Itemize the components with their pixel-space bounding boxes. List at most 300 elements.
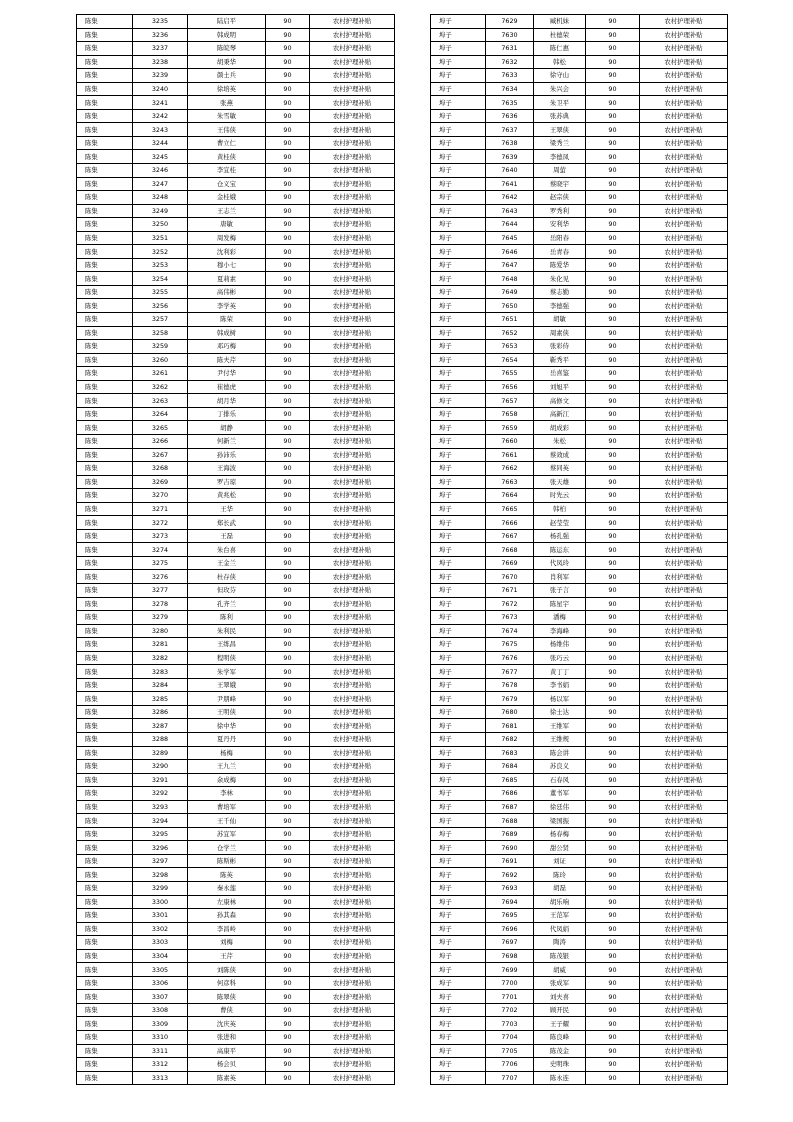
table-row (431, 136, 728, 150)
town-cell: 埠子 (431, 258, 486, 272)
id-cell: 7645 (486, 231, 534, 245)
town-cell: 埠子 (431, 570, 486, 584)
table-row (77, 109, 395, 123)
name-cell: 张苏典 (534, 109, 586, 123)
subsidy-type-cell: 农村护理补贴 (310, 177, 395, 191)
id-cell: 7646 (486, 245, 534, 259)
amount-cell: 90 (586, 28, 640, 42)
town-cell: 埠子 (431, 516, 486, 530)
town-cell: 陈集 (77, 448, 133, 462)
amount-cell: 90 (586, 502, 640, 516)
town-cell: 埠子 (431, 407, 486, 421)
amount-cell: 90 (266, 638, 310, 652)
town-cell: 陈集 (77, 705, 133, 719)
name-cell: 李德凤 (534, 150, 586, 164)
town-cell: 埠子 (431, 651, 486, 665)
amount-cell: 90 (586, 949, 640, 963)
table-row (431, 651, 728, 665)
town-cell: 陈集 (77, 787, 133, 801)
table-row (77, 462, 395, 476)
name-cell: 梁国振 (534, 814, 586, 828)
id-cell: 7647 (486, 258, 534, 272)
id-cell: 3270 (133, 489, 188, 503)
table-row (77, 719, 395, 733)
id-cell: 7698 (486, 949, 534, 963)
table-row (77, 990, 395, 1004)
table-row (77, 1031, 395, 1045)
amount-cell: 90 (266, 624, 310, 638)
subsidy-type-cell: 农村护理补贴 (310, 529, 395, 543)
subsidy-type-cell: 农村护理补贴 (640, 123, 728, 137)
subsidy-type-cell: 农村护理补贴 (310, 326, 395, 340)
id-cell: 7644 (486, 218, 534, 232)
subsidy-type-cell: 农村护理补贴 (640, 109, 728, 123)
amount-cell: 90 (266, 583, 310, 597)
subsidy-type-cell: 农村护理补贴 (310, 638, 395, 652)
town-cell: 埠子 (431, 705, 486, 719)
amount-cell: 90 (266, 611, 310, 625)
table-row (431, 611, 728, 625)
id-cell: 3262 (133, 380, 188, 394)
id-cell: 7656 (486, 380, 534, 394)
name-cell: 胡敏 (534, 313, 586, 327)
amount-cell: 90 (586, 583, 640, 597)
subsidy-type-cell: 农村护理补贴 (640, 407, 728, 421)
town-cell: 埠子 (431, 976, 486, 990)
id-cell: 7704 (486, 1031, 534, 1045)
id-cell: 7666 (486, 516, 534, 530)
name-cell: 胡磊 (534, 882, 586, 896)
subsidy-type-cell: 农村护理补贴 (310, 1003, 395, 1017)
table-row (77, 570, 395, 584)
table-row (431, 204, 728, 218)
town-cell: 陈集 (77, 665, 133, 679)
id-cell: 7706 (486, 1058, 534, 1072)
name-cell: 陈会讲 (534, 746, 586, 760)
left-table-body (77, 15, 395, 1085)
table-row (77, 529, 395, 543)
amount-cell: 90 (266, 543, 310, 557)
id-cell: 3301 (133, 909, 188, 923)
name-cell: 杜存侠 (188, 570, 266, 584)
town-cell: 埠子 (431, 529, 486, 543)
id-cell: 7688 (486, 814, 534, 828)
id-cell: 3308 (133, 1003, 188, 1017)
amount-cell: 90 (266, 732, 310, 746)
table-row (431, 882, 728, 896)
table-row (77, 326, 395, 340)
table-row (77, 69, 395, 83)
subsidy-type-cell: 农村护理补贴 (310, 123, 395, 137)
town-cell: 埠子 (431, 597, 486, 611)
subsidy-type-cell: 农村护理补贴 (310, 231, 395, 245)
table-row (431, 787, 728, 801)
amount-cell: 90 (586, 638, 640, 652)
name-cell: 王范军 (534, 909, 586, 923)
subsidy-type-cell: 农村护理补贴 (640, 814, 728, 828)
subsidy-type-cell: 农村护理补贴 (640, 502, 728, 516)
table-row (431, 448, 728, 462)
town-cell: 陈集 (77, 462, 133, 476)
amount-cell: 90 (266, 570, 310, 584)
town-cell: 陈集 (77, 1071, 133, 1085)
id-cell: 7679 (486, 692, 534, 706)
subsidy-type-cell: 农村护理补贴 (640, 245, 728, 259)
subsidy-type-cell: 农村护理补贴 (310, 55, 395, 69)
name-cell: 蔡效成 (534, 448, 586, 462)
name-cell: 顾开民 (534, 1003, 586, 1017)
town-cell: 埠子 (431, 191, 486, 205)
table-row (431, 272, 728, 286)
subsidy-type-cell: 农村护理补贴 (310, 367, 395, 381)
amount-cell: 90 (266, 448, 310, 462)
subsidy-type-cell: 农村护理补贴 (640, 787, 728, 801)
id-cell: 7640 (486, 164, 534, 178)
amount-cell: 90 (586, 611, 640, 625)
id-cell: 7633 (486, 69, 534, 83)
amount-cell: 90 (266, 827, 310, 841)
town-cell: 埠子 (431, 922, 486, 936)
subsidy-type-cell: 农村护理补贴 (310, 340, 395, 354)
id-cell: 3300 (133, 895, 188, 909)
id-cell: 7652 (486, 326, 534, 340)
name-cell: 周发梅 (188, 231, 266, 245)
id-cell: 7705 (486, 1044, 534, 1058)
amount-cell: 90 (266, 976, 310, 990)
id-cell: 3252 (133, 245, 188, 259)
id-cell: 7695 (486, 909, 534, 923)
town-cell: 陈集 (77, 800, 133, 814)
id-cell: 3282 (133, 651, 188, 665)
name-cell: 张巧云 (534, 651, 586, 665)
id-cell: 7663 (486, 475, 534, 489)
subsidy-type-cell: 农村护理补贴 (310, 705, 395, 719)
subsidy-type-cell: 农村护理补贴 (640, 272, 728, 286)
id-cell: 3303 (133, 936, 188, 950)
id-cell: 7707 (486, 1071, 534, 1085)
amount-cell: 90 (586, 909, 640, 923)
name-cell: 王伟侠 (188, 123, 266, 137)
town-cell: 陈集 (77, 15, 133, 29)
name-cell: 刘证 (534, 854, 586, 868)
name-cell: 岳阳春 (534, 231, 586, 245)
town-cell: 埠子 (431, 231, 486, 245)
id-cell: 7667 (486, 529, 534, 543)
id-cell: 3268 (133, 462, 188, 476)
town-cell: 埠子 (431, 28, 486, 42)
name-cell: 李海峰 (534, 624, 586, 638)
subsidy-type-cell: 农村护理补贴 (640, 665, 728, 679)
subsidy-type-cell: 农村护理补贴 (640, 1031, 728, 1045)
name-cell: 罗吉琼 (188, 475, 266, 489)
town-cell: 埠子 (431, 218, 486, 232)
name-cell: 陈永连 (534, 1071, 586, 1085)
amount-cell: 90 (266, 164, 310, 178)
table-row (431, 285, 728, 299)
table-row (77, 340, 395, 354)
table-row (77, 882, 395, 896)
id-cell: 7675 (486, 638, 534, 652)
subsidy-type-cell: 农村护理补贴 (310, 150, 395, 164)
subsidy-type-cell: 农村护理补贴 (310, 218, 395, 232)
id-cell: 3250 (133, 218, 188, 232)
table-row (77, 678, 395, 692)
id-cell: 7641 (486, 177, 534, 191)
name-cell: 王千仙 (188, 814, 266, 828)
amount-cell: 90 (586, 340, 640, 354)
id-cell: 7680 (486, 705, 534, 719)
subsidy-type-cell: 农村护理补贴 (310, 380, 395, 394)
subsidy-type-cell: 农村护理补贴 (640, 882, 728, 896)
id-cell: 3237 (133, 42, 188, 56)
name-cell: 苏宜军 (188, 827, 266, 841)
id-cell: 7630 (486, 28, 534, 42)
name-cell: 徐中华 (188, 719, 266, 733)
table-row (431, 719, 728, 733)
id-cell: 3298 (133, 868, 188, 882)
name-cell: 蔡晓宇 (534, 177, 586, 191)
amount-cell: 90 (266, 272, 310, 286)
amount-cell: 90 (266, 15, 310, 29)
subsidy-type-cell: 农村护理补贴 (310, 1071, 395, 1085)
id-cell: 3278 (133, 597, 188, 611)
subsidy-type-cell: 农村护理补贴 (640, 191, 728, 205)
town-cell: 陈集 (77, 285, 133, 299)
town-cell: 埠子 (431, 421, 486, 435)
amount-cell: 90 (586, 705, 640, 719)
id-cell: 7672 (486, 597, 534, 611)
id-cell: 3253 (133, 258, 188, 272)
subsidy-type-cell: 农村护理补贴 (640, 719, 728, 733)
name-cell: 安利华 (534, 218, 586, 232)
table-row (77, 746, 395, 760)
town-cell: 陈集 (77, 407, 133, 421)
id-cell: 7631 (486, 42, 534, 56)
table-row (431, 976, 728, 990)
amount-cell: 90 (266, 204, 310, 218)
id-cell: 3313 (133, 1071, 188, 1085)
table-row (431, 55, 728, 69)
town-cell: 埠子 (431, 326, 486, 340)
subsidy-type-cell: 农村护理补贴 (310, 651, 395, 665)
table-row (77, 800, 395, 814)
name-cell: 李林 (188, 787, 266, 801)
subsidy-type-cell: 农村护理补贴 (310, 665, 395, 679)
subsidy-type-cell: 农村护理补贴 (640, 841, 728, 855)
table-row (77, 814, 395, 828)
amount-cell: 90 (586, 258, 640, 272)
table-row (431, 963, 728, 977)
table-row (431, 597, 728, 611)
amount-cell: 90 (586, 421, 640, 435)
name-cell: 徐守山 (534, 69, 586, 83)
town-cell: 陈集 (77, 177, 133, 191)
id-cell: 7692 (486, 868, 534, 882)
town-cell: 陈集 (77, 692, 133, 706)
subsidy-type-cell: 农村护理补贴 (310, 624, 395, 638)
id-cell: 3255 (133, 285, 188, 299)
subsidy-type-cell: 农村护理补贴 (310, 909, 395, 923)
name-cell: 刘梅 (188, 936, 266, 950)
table-row (431, 258, 728, 272)
amount-cell: 90 (266, 434, 310, 448)
town-cell: 埠子 (431, 69, 486, 83)
id-cell: 3254 (133, 272, 188, 286)
town-cell: 陈集 (77, 109, 133, 123)
amount-cell: 90 (586, 882, 640, 896)
id-cell: 3238 (133, 55, 188, 69)
id-cell: 3290 (133, 760, 188, 774)
table-row (431, 760, 728, 774)
table-row (431, 123, 728, 137)
town-cell: 陈集 (77, 760, 133, 774)
table-row (77, 28, 395, 42)
table-row (431, 990, 728, 1004)
town-cell: 埠子 (431, 611, 486, 625)
table-row (77, 854, 395, 868)
town-cell: 陈集 (77, 231, 133, 245)
table-row (431, 353, 728, 367)
name-cell: 夏丹丹 (188, 732, 266, 746)
subsidy-type-cell: 农村护理补贴 (640, 990, 728, 1004)
town-cell: 埠子 (431, 882, 486, 896)
id-cell: 3248 (133, 191, 188, 205)
amount-cell: 90 (266, 502, 310, 516)
subsidy-type-cell: 农村护理补贴 (640, 760, 728, 774)
subsidy-type-cell: 农村护理补贴 (640, 82, 728, 96)
amount-cell: 90 (266, 800, 310, 814)
id-cell: 7648 (486, 272, 534, 286)
town-cell: 陈集 (77, 556, 133, 570)
town-cell: 陈集 (77, 28, 133, 42)
amount-cell: 90 (266, 245, 310, 259)
id-cell: 3291 (133, 773, 188, 787)
town-cell: 陈集 (77, 1003, 133, 1017)
amount-cell: 90 (586, 1044, 640, 1058)
table-row (431, 367, 728, 381)
table-row (431, 638, 728, 652)
name-cell: 王翠侠 (534, 123, 586, 137)
id-cell: 3242 (133, 109, 188, 123)
subsidy-type-cell: 农村护理补贴 (310, 285, 395, 299)
amount-cell: 90 (586, 164, 640, 178)
table-row (77, 231, 395, 245)
subsidy-type-cell: 农村护理补贴 (310, 800, 395, 814)
name-cell: 胡成彩 (534, 421, 586, 435)
subsidy-type-cell: 农村护理补贴 (310, 922, 395, 936)
id-cell: 3261 (133, 367, 188, 381)
id-cell: 3249 (133, 204, 188, 218)
subsidy-type-cell: 农村护理补贴 (310, 719, 395, 733)
name-cell: 朱雪敏 (188, 109, 266, 123)
name-cell: 仓义宝 (188, 177, 266, 191)
id-cell: 7691 (486, 854, 534, 868)
name-cell: 李学英 (188, 299, 266, 313)
id-cell: 7662 (486, 462, 534, 476)
id-cell: 7681 (486, 719, 534, 733)
subsidy-type-cell: 农村护理补贴 (310, 773, 395, 787)
name-cell: 代凤玲 (534, 556, 586, 570)
amount-cell: 90 (586, 516, 640, 530)
amount-cell: 90 (586, 529, 640, 543)
amount-cell: 90 (586, 787, 640, 801)
subsidy-type-cell: 农村护理补贴 (640, 570, 728, 584)
id-cell: 7678 (486, 678, 534, 692)
id-cell: 7700 (486, 976, 534, 990)
subsidy-type-cell: 农村护理补贴 (640, 963, 728, 977)
table-row (77, 841, 395, 855)
name-cell: 黄兆松 (188, 489, 266, 503)
name-cell: 曹培军 (188, 800, 266, 814)
table-row (77, 827, 395, 841)
name-cell: 朱台喜 (188, 543, 266, 557)
table-row (77, 353, 395, 367)
subsidy-type-cell: 农村护理补贴 (640, 136, 728, 150)
town-cell: 埠子 (431, 638, 486, 652)
table-row (431, 868, 728, 882)
table-row (77, 787, 395, 801)
amount-cell: 90 (586, 746, 640, 760)
subsidy-type-cell: 农村护理补贴 (640, 313, 728, 327)
table-row (77, 583, 395, 597)
amount-cell: 90 (586, 272, 640, 286)
table-row (77, 285, 395, 299)
town-cell: 陈集 (77, 909, 133, 923)
subsidy-type-cell: 农村护理补贴 (310, 15, 395, 29)
amount-cell: 90 (266, 516, 310, 530)
amount-cell: 90 (266, 299, 310, 313)
id-cell: 3310 (133, 1031, 188, 1045)
town-cell: 陈集 (77, 394, 133, 408)
table-row (431, 1003, 728, 1017)
town-cell: 埠子 (431, 448, 486, 462)
amount-cell: 90 (586, 854, 640, 868)
amount-cell: 90 (266, 1017, 310, 1031)
name-cell: 郑长武 (188, 516, 266, 530)
subsidy-type-cell: 农村护理补贴 (310, 42, 395, 56)
town-cell: 埠子 (431, 340, 486, 354)
name-cell: 丁排乐 (188, 407, 266, 421)
town-cell: 埠子 (431, 760, 486, 774)
table-row (77, 1017, 395, 1031)
table-row (77, 895, 395, 909)
subsidy-type-cell: 农村护理补贴 (640, 285, 728, 299)
id-cell: 3294 (133, 814, 188, 828)
name-cell: 陶涛 (534, 936, 586, 950)
id-cell: 3297 (133, 854, 188, 868)
subsidy-type-cell: 农村护理补贴 (310, 692, 395, 706)
town-cell: 埠子 (431, 841, 486, 855)
name-cell: 陈爱华 (534, 258, 586, 272)
town-cell: 埠子 (431, 1017, 486, 1031)
subsidy-type-cell: 农村护理补贴 (640, 583, 728, 597)
amount-cell: 90 (586, 123, 640, 137)
subsidy-type-cell: 农村护理补贴 (310, 882, 395, 896)
town-cell: 陈集 (77, 854, 133, 868)
town-cell: 陈集 (77, 882, 133, 896)
name-cell: 胡秉华 (188, 55, 266, 69)
name-cell: 周萤 (534, 164, 586, 178)
id-cell: 7635 (486, 96, 534, 110)
name-cell: 刘夫喜 (534, 990, 586, 1004)
amount-cell: 90 (266, 69, 310, 83)
id-cell: 3311 (133, 1044, 188, 1058)
amount-cell: 90 (586, 556, 640, 570)
subsidy-type-cell: 农村护理补贴 (640, 218, 728, 232)
name-cell: 程明侠 (188, 651, 266, 665)
town-cell: 埠子 (431, 990, 486, 1004)
amount-cell: 90 (586, 936, 640, 950)
